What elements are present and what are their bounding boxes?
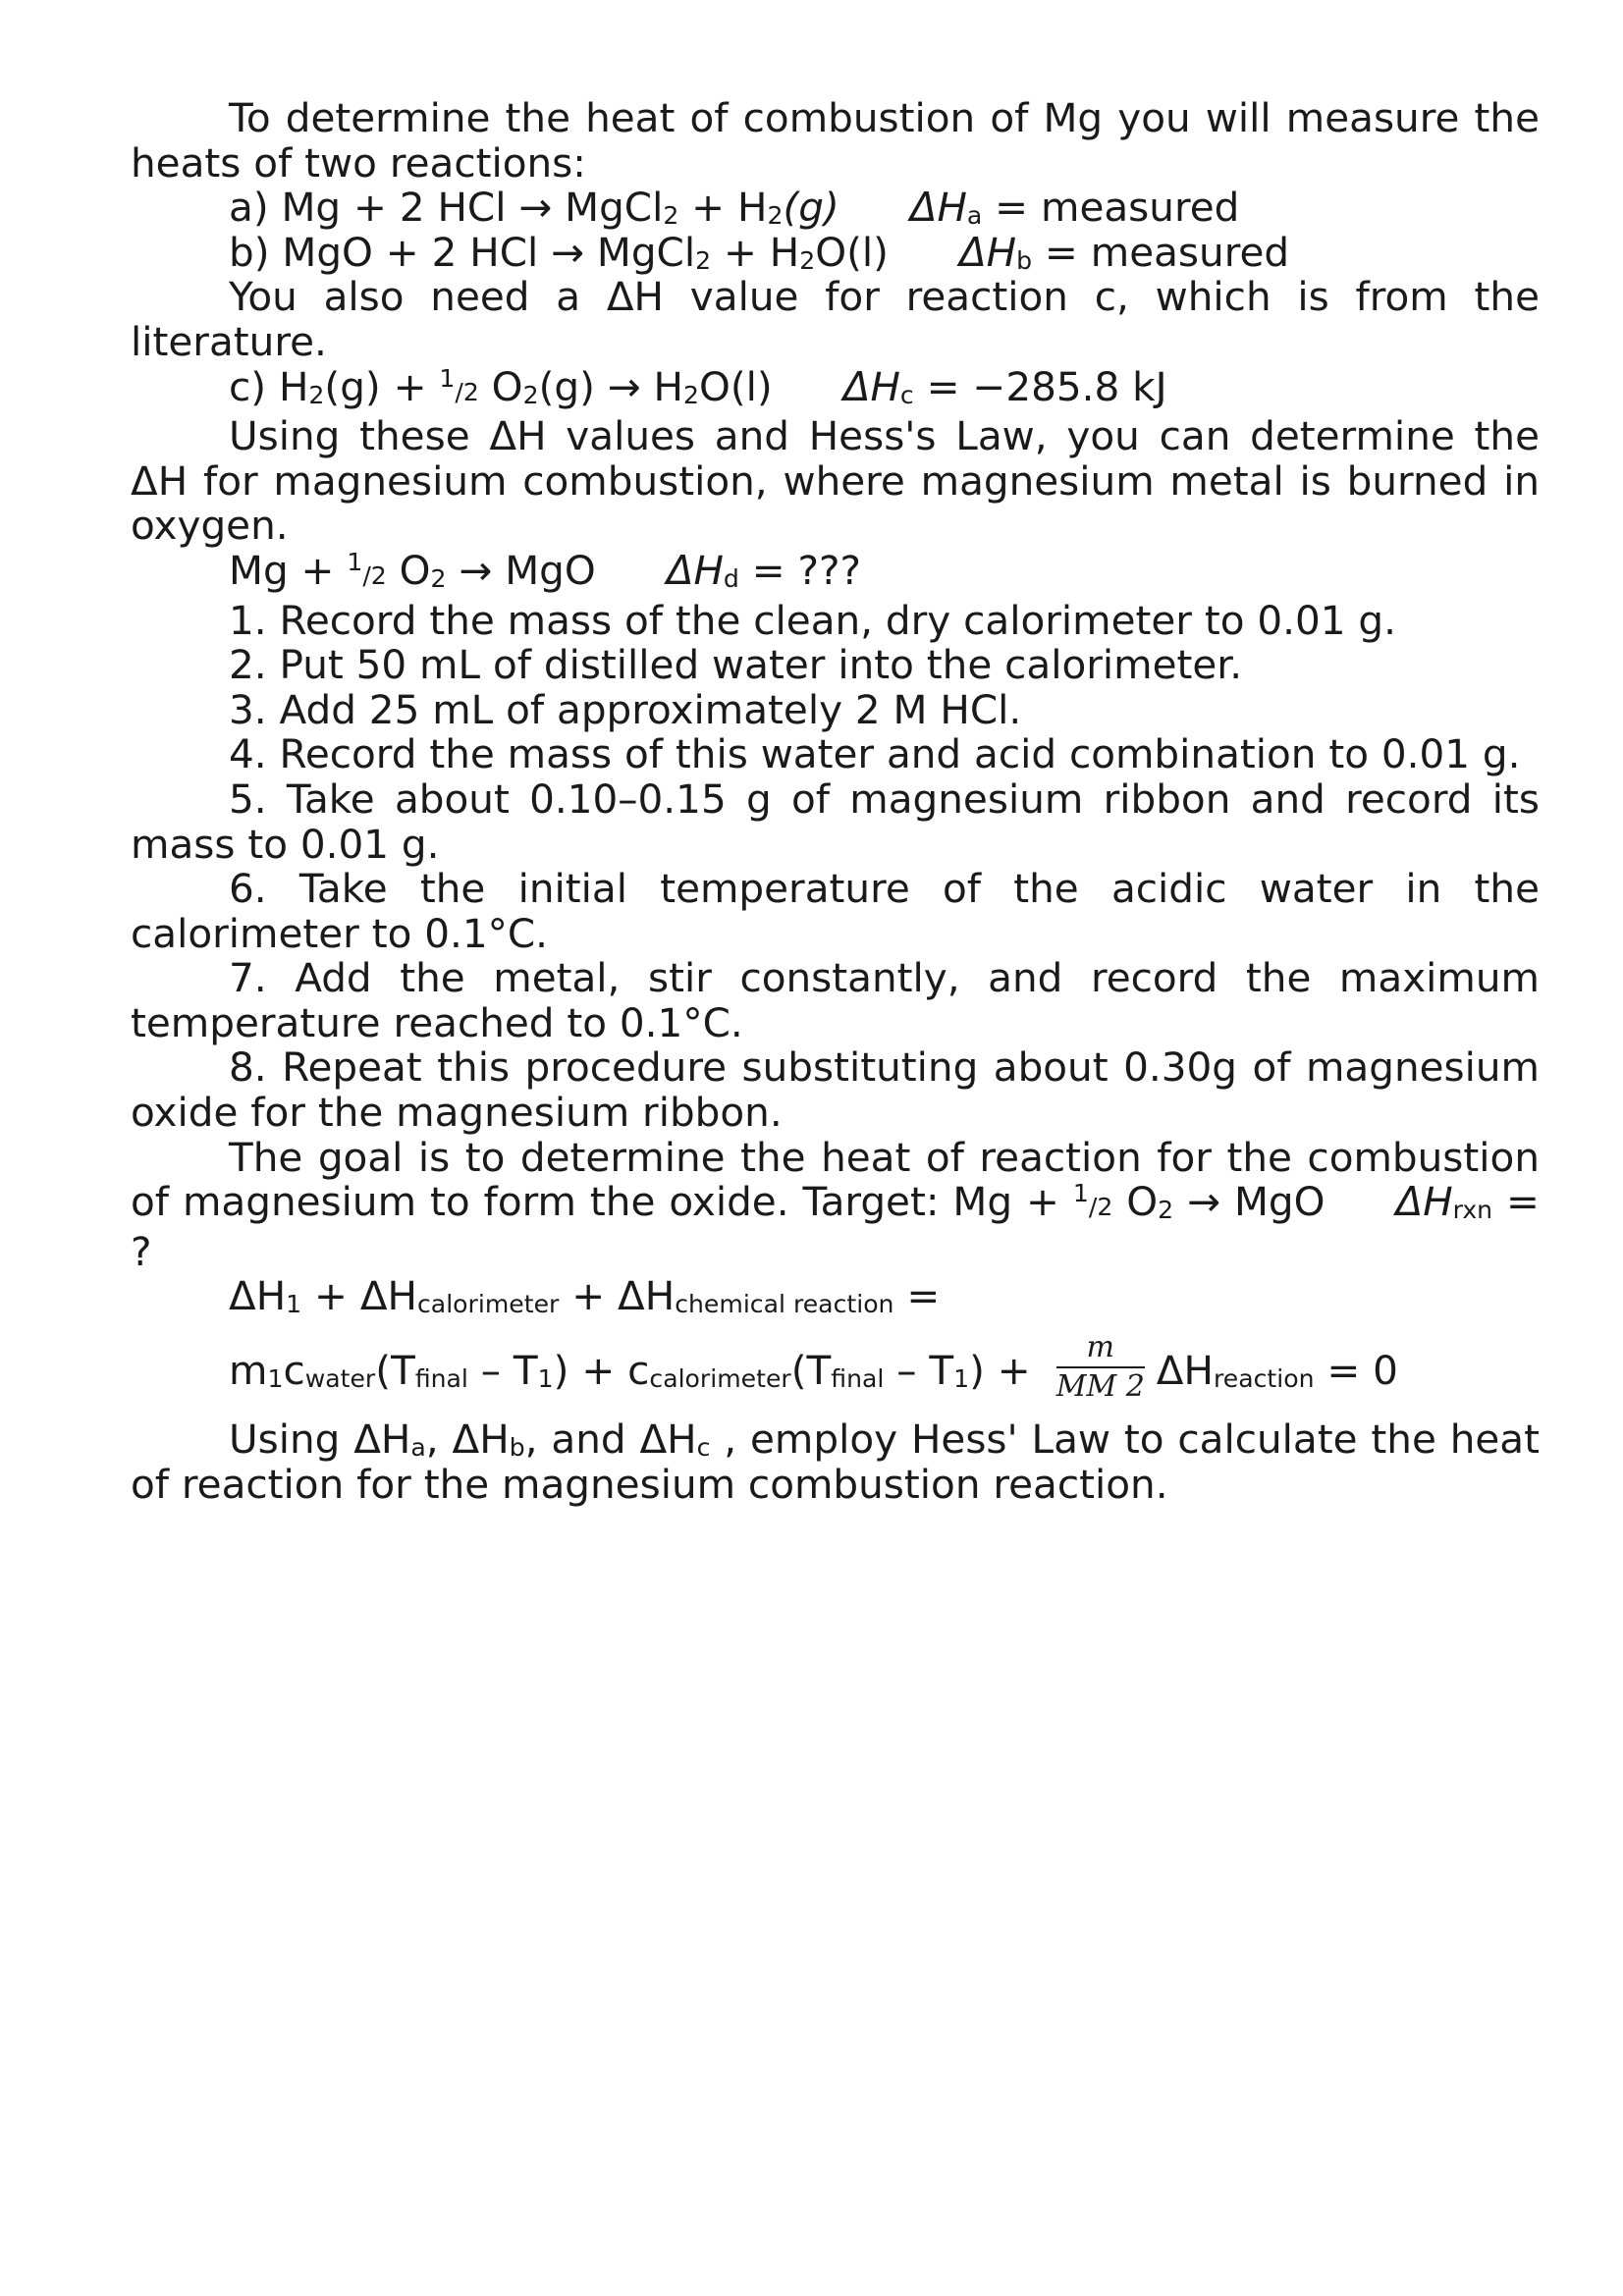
mass-over-molar-mass-fraction: $\frac{m}{MM 2}$	[1055, 1330, 1145, 1405]
calorimetry-formula: $m_1c_{water}(T_{final} - T_1) + c_{calorimeter}(T_{final} - T_1)$ + $\frac{m}{MM 2}$ $\Delta H_{reaction} = 0$	[229, 1330, 1398, 1405]
document-page	[131, 96, 1540, 1507]
energy-balance-equation: $\Delta H_1 + \Delta H_{calorimeter} + \Delta H_{chemical reaction}$ =	[229, 1272, 941, 1320]
reaction-c: c) $H_2(g) + ^1/2$ $O_2(g) \to H_2O(l) \Delta H_c = -285.8$ kJ	[229, 362, 1167, 410]
step-8: 8. Repeat this procedure substituting about 0.30g of magnesium oxide for the magnesium ribbon.	[131, 1043, 1540, 1137]
step-4: 4. Record the mass of this water and acid combination to 0.01 g.	[229, 730, 1521, 778]
hess-paragraph: Using these ΔH values and Hess's Law, you can determine the ΔH for magnesium combustion, where magnesium metal is burned in oxygen.	[131, 412, 1540, 550]
step-3: 3. Add 25 mL of approximately 2 M HCl.	[229, 685, 1022, 733]
step-1: 1. Record the mass of the clean, dry calorimeter to 0.01 g.	[229, 596, 1396, 644]
step-6: 6. Take the initial temperature of the acidic water in the calorimeter to 0.1°C.	[131, 865, 1540, 957]
reaction-a: a) Mg + 2 HCl → MgCl$_2$ + $H_2(g) \Delta H_a$ = measured	[229, 184, 1240, 232]
intro-paragraph: To determine the heat of combustion of Mg you will measure the heats of two reactions:	[131, 94, 1540, 187]
conclusion-paragraph: Using $\Delta H_a$, $\Delta H_b$, and $\Delta H_c$ , employ Hess' Law to calculate the heat of reaction for the magnesium combustion reaction.	[131, 1415, 1541, 1508]
literature-paragraph: You also need a ΔH value for reaction c, which is from the literature.	[131, 273, 1540, 365]
reaction-d: Mg + $^1$/2 $O_2$ → MgO $\Delta H_d$ = ???	[229, 546, 862, 594]
goal-paragraph: The goal is to determine the heat of reaction for the combustion of magnesium to form the oxide. Target: Mg + $^1$/2 $O_2$ → MgO $\Delta H_{rxn}$ = ?	[131, 1133, 1540, 1275]
step-2: 2. Put 50 mL of distilled water into the calorimeter.	[229, 641, 1243, 689]
step-5: 5. Take about 0.10–0.15 g of magnesium ribbon and record its mass to 0.01 g.	[131, 774, 1540, 868]
reaction-b: b) MgO + 2 HCl → MgCl$_2$ + $H_2O(l) \Delta H_b$ = measured	[229, 228, 1290, 276]
step-7: 7. Add the metal, stir constantly, and record the maximum temperature reached to 0.1°C.	[131, 954, 1540, 1046]
